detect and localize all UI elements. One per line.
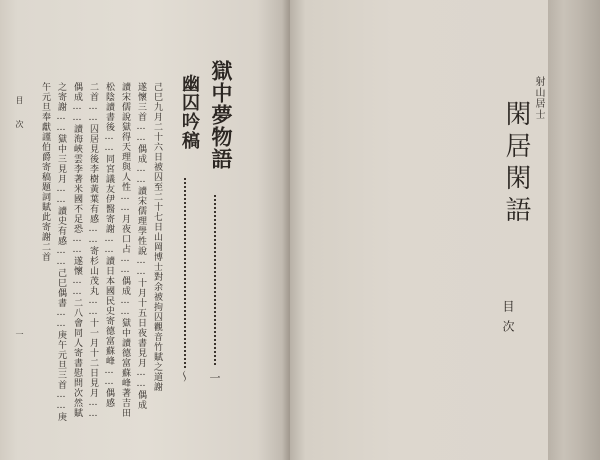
book-title: 閑居閑語: [501, 100, 531, 228]
toc-entry-line: 松陰讀書後……同宮議友伊醫寄謝……讀日本國民史寄德富蘇峰……偶感: [104, 82, 114, 408]
toc-entry-line: 二首……囚居見後李樹黃葉有感……寄杉山茂丸……十一月十二日見月……: [88, 82, 98, 420]
toc-heading-main: 獄中夢物語: [209, 60, 234, 170]
toc-entry-line: 遂懷三首……偶成……讀宋儒理學性說……十月十五日夜書見月……偶成: [136, 82, 146, 410]
section-label: 目次: [501, 300, 515, 340]
toc-heading-sub: 幽囚吟稿: [179, 74, 200, 150]
toc-entry-line: 之寄謝……獄中三見月……讀史有感……己巳偶書……庚午元旦三首……庚: [56, 82, 66, 422]
toc-entry-line: 讀宋儒說獄得天理與人性……月夜口占……偶成……獄中讀德富蘇峰著吉田: [120, 82, 130, 418]
left-page: [0, 0, 292, 460]
toc-entry-line: 午元旦奉獻謹伯爵寄稿題詞賦此寄謝二首: [40, 82, 50, 262]
toc-entry-line: 偶成……讀海峽雲李著米國不足恐……遂懷……二八會同人寄書慰問次然賦: [72, 82, 82, 418]
leader-dots-sub: [184, 178, 186, 368]
margin-mark-page: 一: [15, 330, 24, 339]
margin-mark-mu: 目: [15, 96, 24, 105]
right-page: [290, 0, 548, 460]
author-name: 射山居士: [533, 76, 544, 120]
margin-mark-ji: 次: [15, 120, 24, 129]
page-edge: [548, 0, 600, 460]
leader-dots-main: [214, 195, 216, 365]
toc-heading-main-page: 一: [208, 372, 221, 384]
toc-heading-sub-page: 〜: [177, 370, 191, 383]
toc-entry-line: 己巳九月二十六日被囚至二十七日山岡博士對余被拘囚觀音竹賦之道謝: [152, 82, 162, 392]
